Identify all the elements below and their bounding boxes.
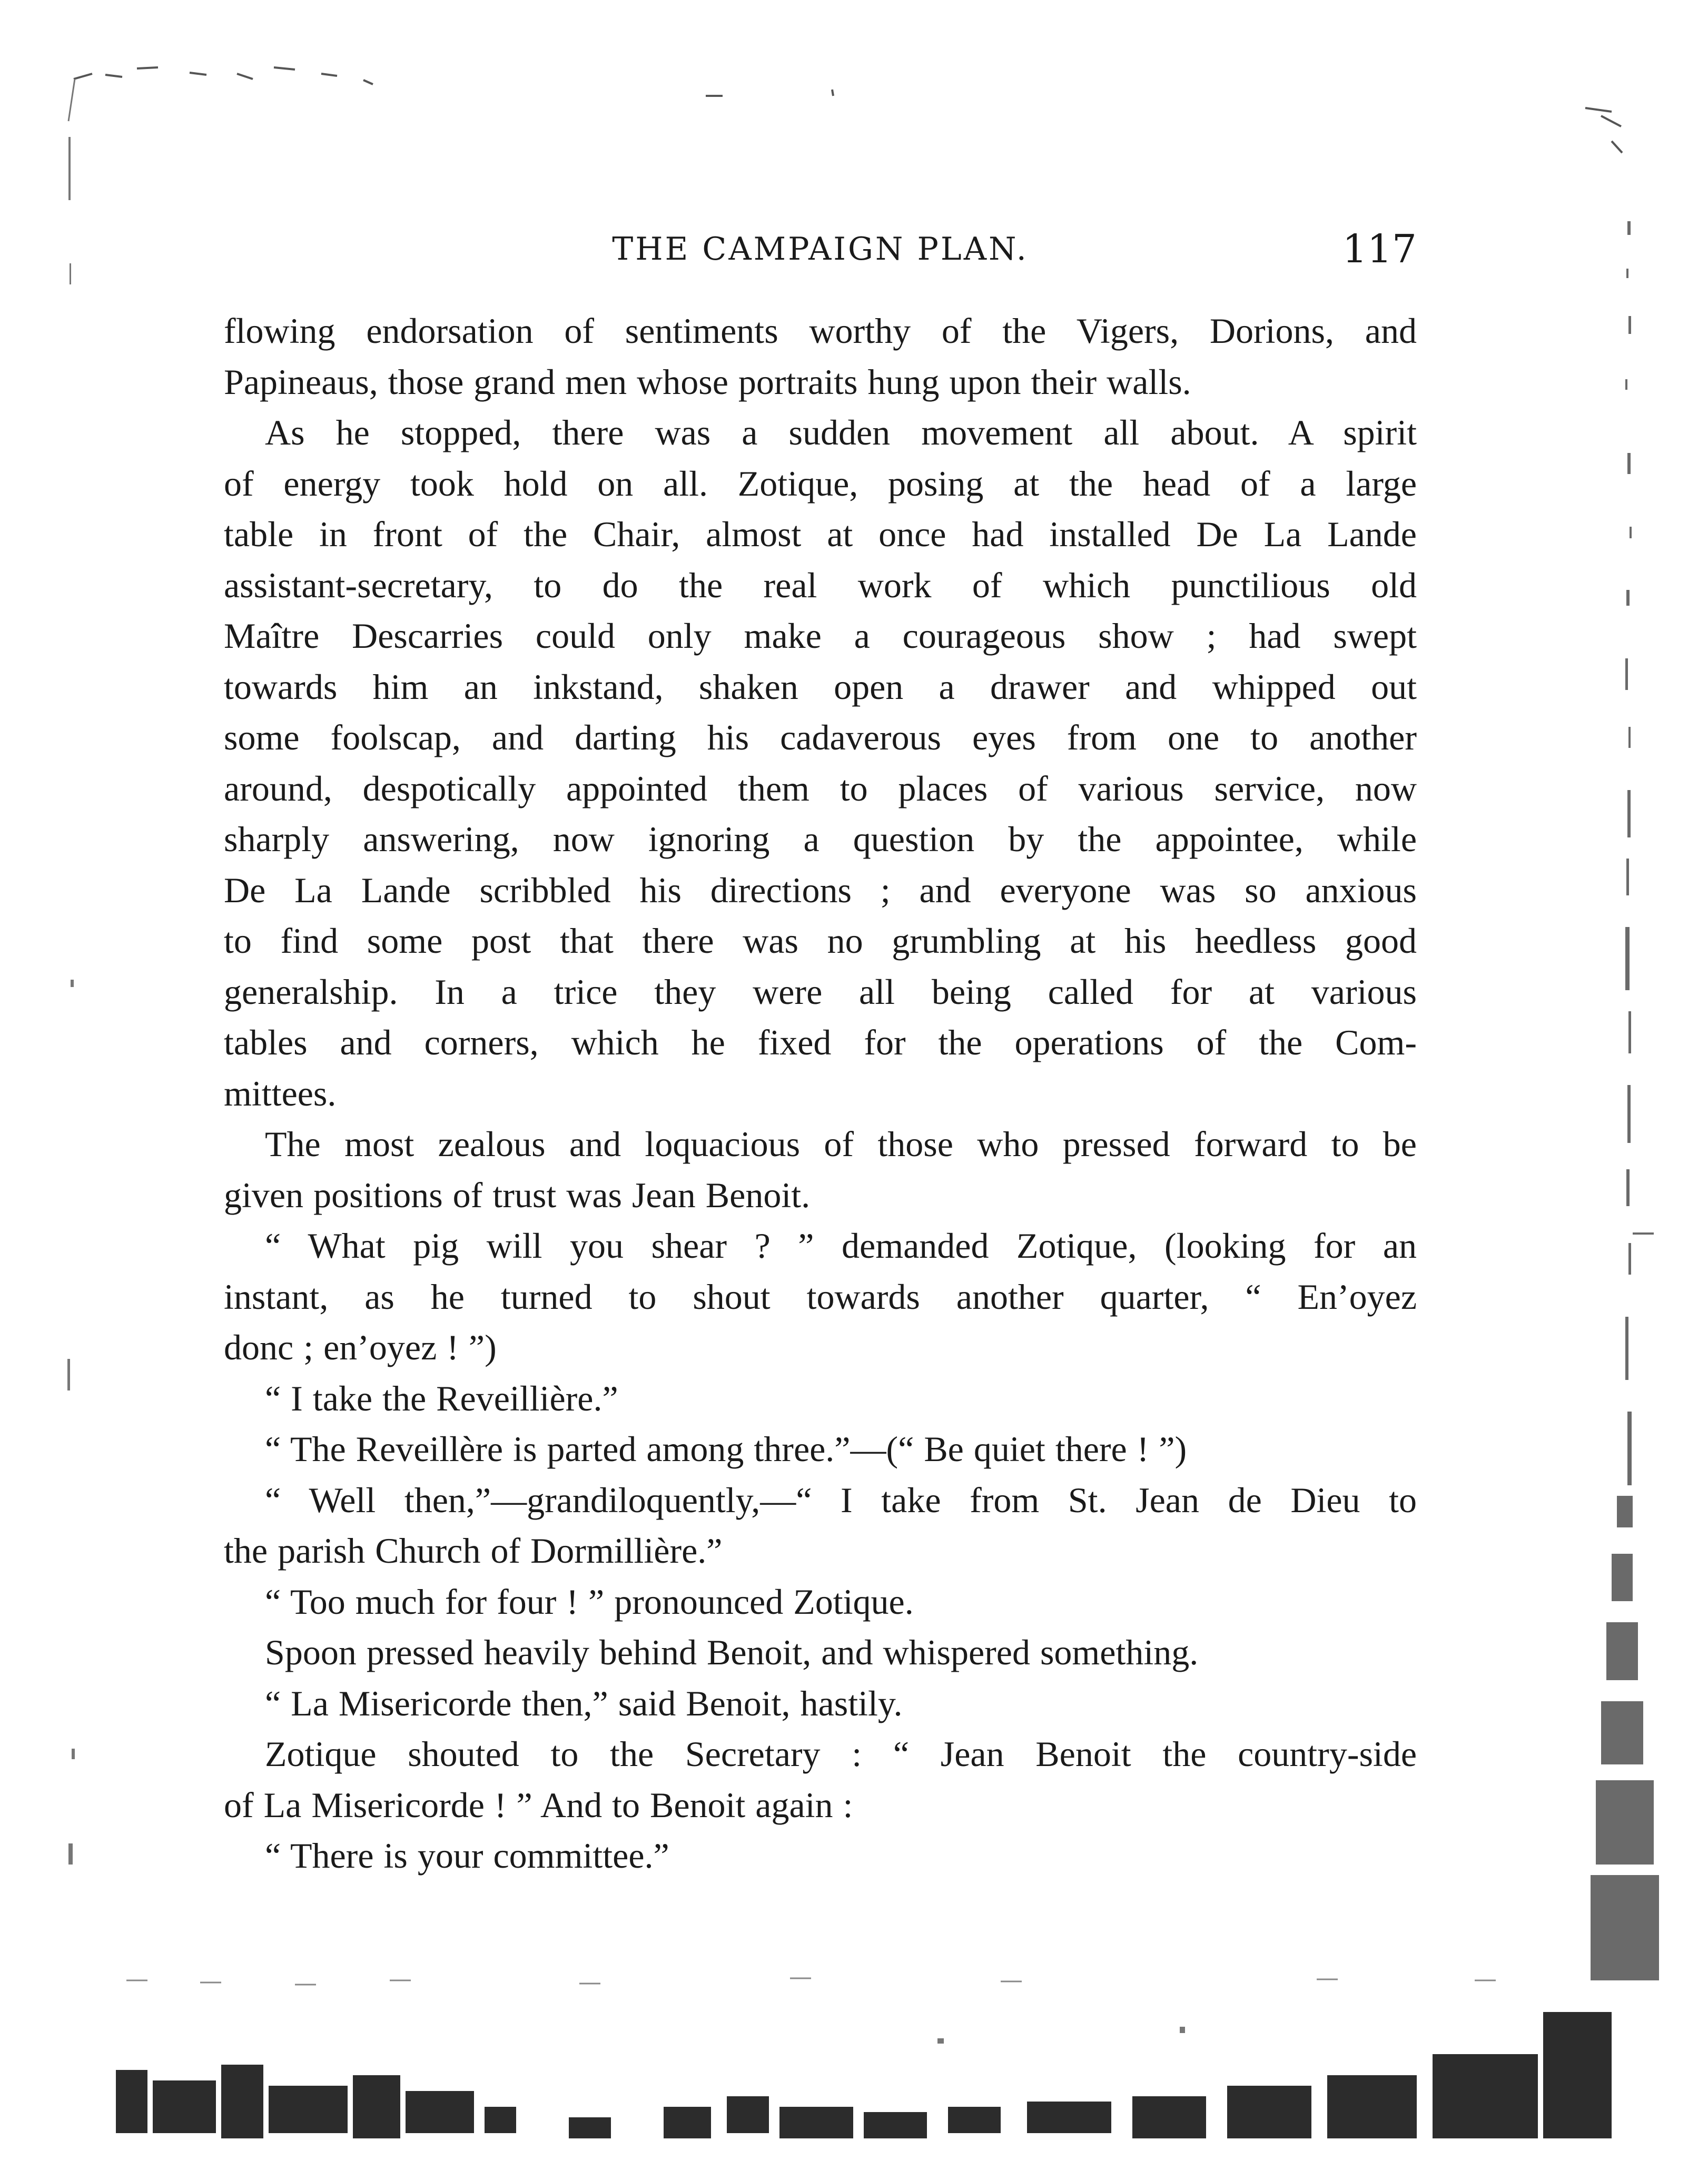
paragraph-start: “ What pig will you shear ? ” demanded Zotique, (looking for an [265, 1226, 1417, 1266]
scan-noise-left [63, 105, 126, 2001]
text-line: flowing endorsation of sentiments worthy of the Vigers, Dorions, and [224, 311, 1417, 351]
paragraph-start: “ Well then,”—grandiloquently,—“ I take from St. Jean de Dieu to [265, 1479, 1417, 1520]
text-line: Papineaus, those grand men whose portraits hung upon their walls. [224, 361, 1191, 402]
body-text [224, 305, 1417, 1881]
paragraph-start: “ Too much for four ! ” pronounced Zotique. [265, 1581, 914, 1622]
text-line: De La Lande scribbled his directions ; and everyone was so anxious [224, 870, 1417, 910]
paragraph-start: Spoon pressed heavily behind Benoit, and whispered something. [265, 1632, 1199, 1672]
text-line: around, despotically appointed them to places of various service, now [224, 768, 1417, 808]
running-title: THE CAMPAIGN PLAN. [612, 231, 1029, 268]
text-line: assistant-secretary, to do the real work of which punctilious old [224, 565, 1417, 605]
paragraph-start: Zotique shouted to the Secretary : “ Jean Benoit the country-side [265, 1734, 1417, 1774]
text-line: Maître Descarries could only make a courageous show ; had swept [224, 616, 1417, 656]
text-line: given positions of trust was Jean Benoit. [224, 1175, 811, 1215]
page-number: 117 [1342, 226, 1417, 272]
text-line: table in front of the Chair, almost at once had installed De La Lande [224, 514, 1417, 554]
text-line: of La Misericorde ! ” And to Benoit again : [224, 1784, 853, 1825]
text-line: some foolscap, and darting his cadaverous eyes from one to another [224, 717, 1417, 757]
scan-noise-right [1580, 158, 1685, 2001]
text-line: of energy took hold on all. Zotique, posing at the head of a large [224, 463, 1417, 504]
paragraph-start: As he stopped, there was a sudden movement all about. A spirit [265, 412, 1417, 452]
paragraph-start: The most zealous and loquacious of those who pressed forward to be [265, 1124, 1417, 1164]
text-line: towards him an inkstand, shaken open a drawer and whipped out [224, 666, 1417, 707]
paragraph-start: “ I take the Reveillière.” [265, 1378, 618, 1418]
text-line: sharply answering, now ignoring a question by the appointee, while [224, 819, 1417, 859]
text-line: generalship. In a trice they were all being called for at various [224, 971, 1417, 1012]
text-line: instant, as he turned to shout towards another quarter, “ En’oyez [224, 1276, 1417, 1317]
paragraph-start: “ The Reveillère is parted among three.”—(“ Be quiet there ! ”) [265, 1429, 1187, 1469]
text-line: donc ; en’oyez ! ”) [224, 1327, 497, 1367]
text-line: tables and corners, which he fixed for the operations of the Com- [224, 1022, 1417, 1062]
paragraph-start: “ There is your committee.” [265, 1836, 669, 1876]
paragraph-start: “ La Misericorde then,” said Benoit, hastily. [265, 1683, 903, 1723]
scan-noise-bottom [0, 1949, 1708, 2170]
scan-noise-top [0, 0, 1708, 158]
text-line: to find some post that there was no grumbling at his heedless good [224, 921, 1417, 961]
text-line: mittees. [224, 1073, 337, 1113]
text-line: the parish Church of Dormillière.” [224, 1531, 723, 1571]
running-header [224, 220, 1417, 278]
